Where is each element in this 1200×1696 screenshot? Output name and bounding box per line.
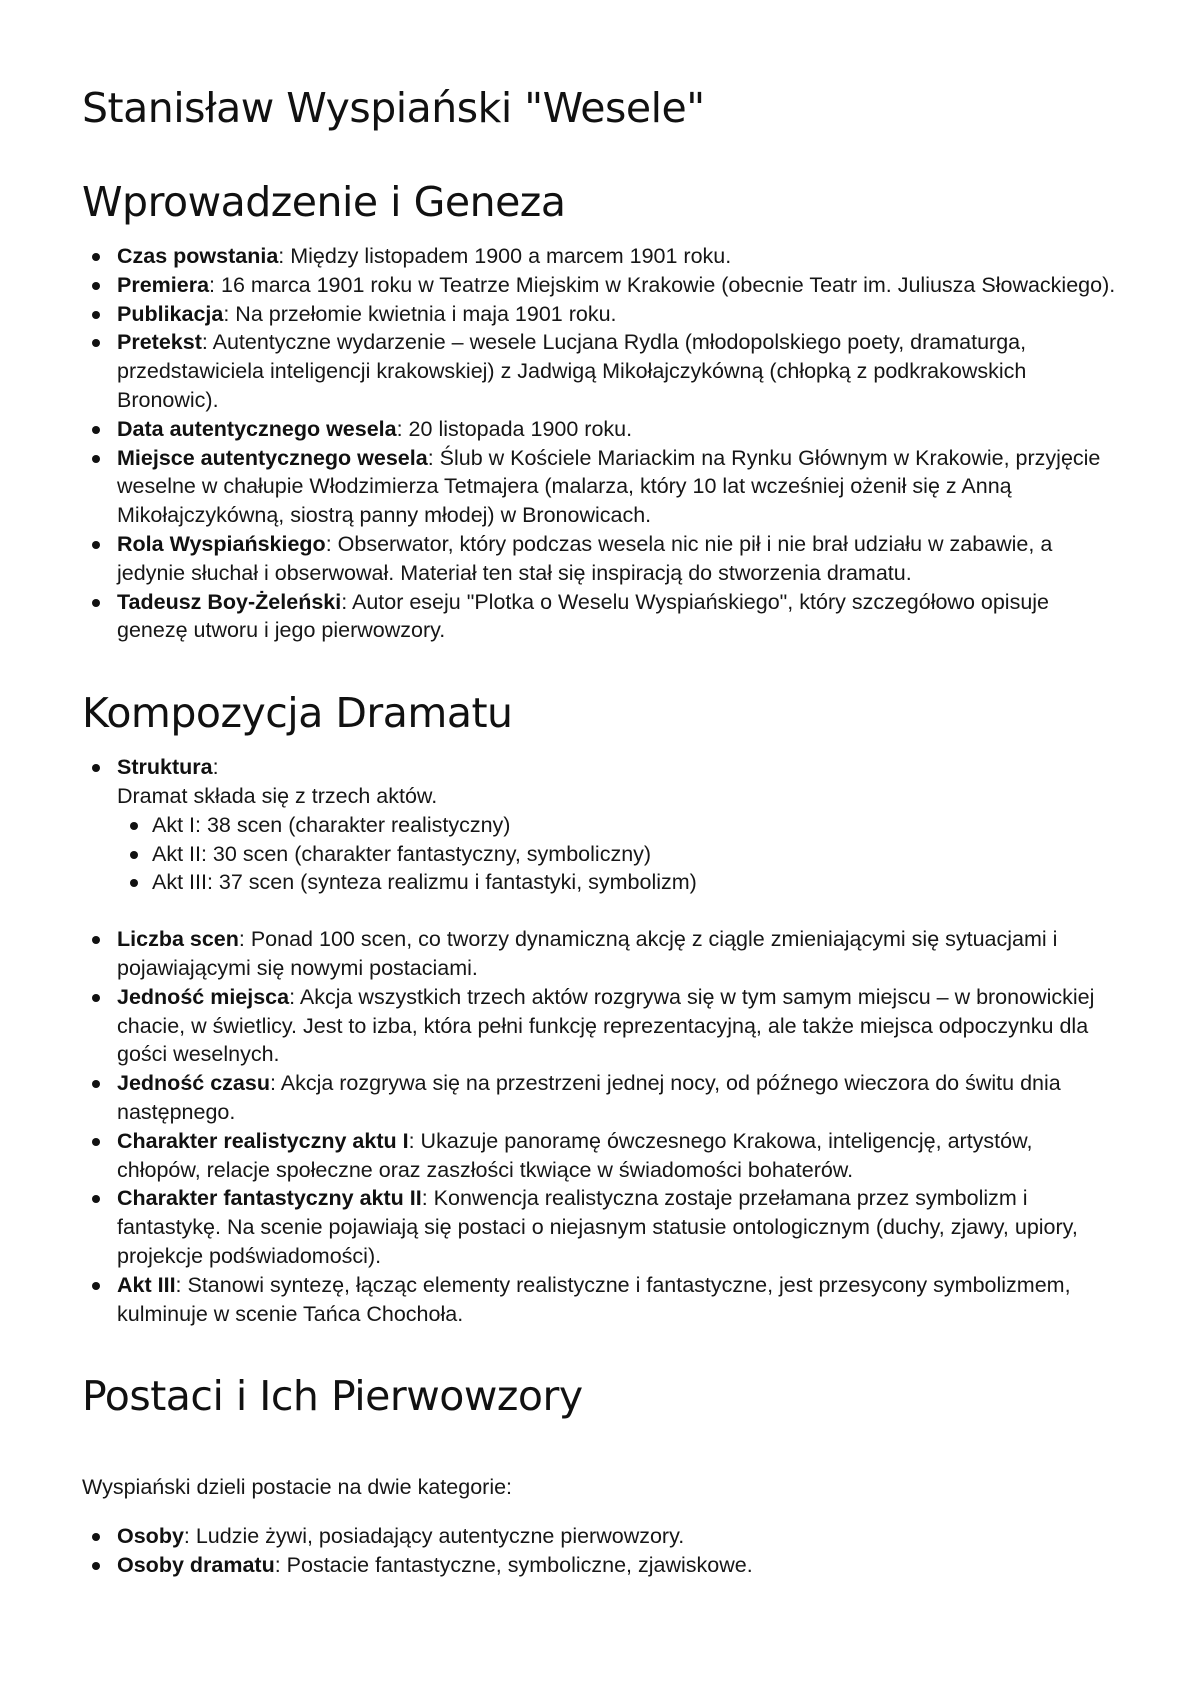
item-term: Tadeusz Boy-Żeleński [117, 589, 342, 614]
list-item [117, 415, 1120, 444]
section-title-wprowadzenie: Wprowadzenie i Geneza [82, 178, 566, 226]
list-item [117, 1184, 1120, 1270]
act-item: Akt III: 37 scen (synteza realizmu i fantastyki, symbolizm) [152, 868, 1120, 897]
item-term: Charakter realistyczny aktu I [117, 1128, 409, 1153]
item-text: : Ludzie żywi, posiadający autentyczne pierwowzory. [183, 1524, 685, 1549]
item-term: Struktura [117, 755, 213, 780]
list-item [117, 328, 1120, 414]
item-term: Data autentycznego wesela [117, 416, 397, 441]
list-item [117, 983, 1120, 1069]
item-text: : Ponad 100 scen, co tworzy dynamiczną akcję z ciągle zmieniającymi się sytuacjami i pojawiającymi się nowymi postaciami. [117, 927, 1058, 980]
item-term: Jedność czasu [117, 1071, 270, 1096]
genesis-list [82, 242, 1120, 645]
item-term: Miejsce autentycznego wesela [117, 445, 428, 470]
item-term: Akt III [117, 1272, 176, 1297]
item-text: : Między listopadem 1900 a marcem 1901 roku. [278, 244, 732, 268]
list-item [117, 300, 1120, 329]
item-term: Osoby dramatu [117, 1552, 275, 1577]
list-item [117, 242, 1120, 271]
composition-list [82, 753, 1120, 1328]
item-term: Liczba scen [117, 927, 239, 952]
list-item [117, 271, 1120, 300]
list-item [117, 530, 1120, 588]
item-term: Czas powstania [117, 244, 279, 268]
document-title: Stanisław Wyspiański "Wesele" [82, 84, 705, 132]
item-term: Premiera [117, 272, 210, 297]
item-text: : 16 marca 1901 roku w Teatrze Miejskim w Krakowie (obecnie Teatr im. Juliusza Słowackiego). [209, 272, 1116, 297]
item-text: : Ukazuje panoramę ówczesnego Krakowa, inteligencję, artystów, chłopów, relacje społeczne oraz zaszłości tkwiące w świadomości bohaterów. [117, 1128, 1033, 1182]
list-item-structure [117, 753, 1120, 897]
list-item [117, 925, 1120, 983]
categories-list [82, 1522, 1120, 1580]
acts-list [117, 811, 1120, 897]
item-text: : Postacie fantastyczne, symboliczne, zjawiskowe. [274, 1552, 753, 1577]
list-item [117, 1522, 1120, 1551]
structure-description: Dramat składa się z trzech aktów. [117, 783, 438, 808]
item-text: : [212, 755, 219, 780]
list-item [117, 1127, 1120, 1185]
item-term: Publikacja [117, 301, 224, 326]
item-term: Jedność miejsca [117, 984, 290, 1009]
item-text: : Akcja wszystkich trzech aktów rozgrywa się w tym samym miejscu – w bronowickiej chacie, w świetlicy. Jest to izba, która pełni funkcję reprezentacyjną, ale także miejsca odpoczynku dla gości weselnych. [117, 984, 1095, 1067]
section-intro: Wyspiański dzieli postacie na dwie kategorie: [82, 1475, 513, 1500]
list-item [117, 444, 1120, 530]
list-item [117, 1069, 1120, 1127]
act-item: Akt I: 38 scen (charakter realistyczny) [152, 811, 1120, 840]
item-text: : Obserwator, który podczas wesela nic nie pił i nie brał udziału w zabawie, a jedynie słuchał i obserwował. Materiał ten stał się inspiracją do stworzenia dramatu. [117, 531, 1053, 585]
item-text: : Ślub w Kościele Mariackim na Rynku Głównym w Krakowie, przyjęcie weselne w chałupie Włodzimierza Tetmajera (malarza, który 10 lat wcześniej ożenił się z Anną Mikołajczykówną, siostrą panny młodej) w Bronowicach. [117, 445, 1101, 528]
item-term: Rola Wyspiańskiego [117, 531, 326, 556]
item-term: Charakter fantastyczny aktu II [117, 1186, 422, 1211]
item-text: : Stanowi syntezę, łącząc elementy realistyczne i fantastyczne, jest przesycony symbolizmem, kulminuje w scenie Tańca Chochoła. [117, 1272, 1071, 1326]
list-item [117, 1271, 1120, 1329]
item-text: : Akcja rozgrywa się na przestrzeni jednej nocy, od późnego wieczora do świtu dnia następnego. [117, 1071, 1061, 1124]
item-text: : 20 listopada 1900 roku. [396, 416, 633, 441]
item-text: : Autor eseju "Plotka o Weselu Wyspiańskiego", który szczegółowo opisuje genezę utworu i jego pierwowzory. [117, 589, 1050, 643]
list-item [117, 588, 1120, 646]
item-text: : Na przełomie kwietnia i maja 1901 roku. [223, 301, 617, 326]
section-title-kompozycja: Kompozycja Dramatu [82, 689, 513, 738]
item-term: Pretekst [117, 330, 202, 355]
list-item [117, 1551, 1120, 1580]
item-text: : Autentyczne wydarzenie – wesele Lucjana Rydla (młodopolskiego poety, dramaturga, przedstawiciela inteligencji krakowskiej) z Jadwigą Mikołajczykówną (chłopką z podkrakowskich Bronowic). [117, 330, 1027, 412]
section-title-postaci: Postaci i Ich Pierwowzory [82, 1372, 583, 1421]
item-term: Osoby [117, 1524, 184, 1549]
act-item: Akt II: 30 scen (charakter fantastyczny, symboliczny) [152, 840, 1120, 869]
item-text: : Konwencja realistyczna zostaje przełamana przez symbolizm i fantastykę. Na scenie pojawiają się postaci o niejasnym statusie ontologicznym (duchy, zjawy, upiory, projekcje podświadomości). [117, 1186, 1078, 1268]
